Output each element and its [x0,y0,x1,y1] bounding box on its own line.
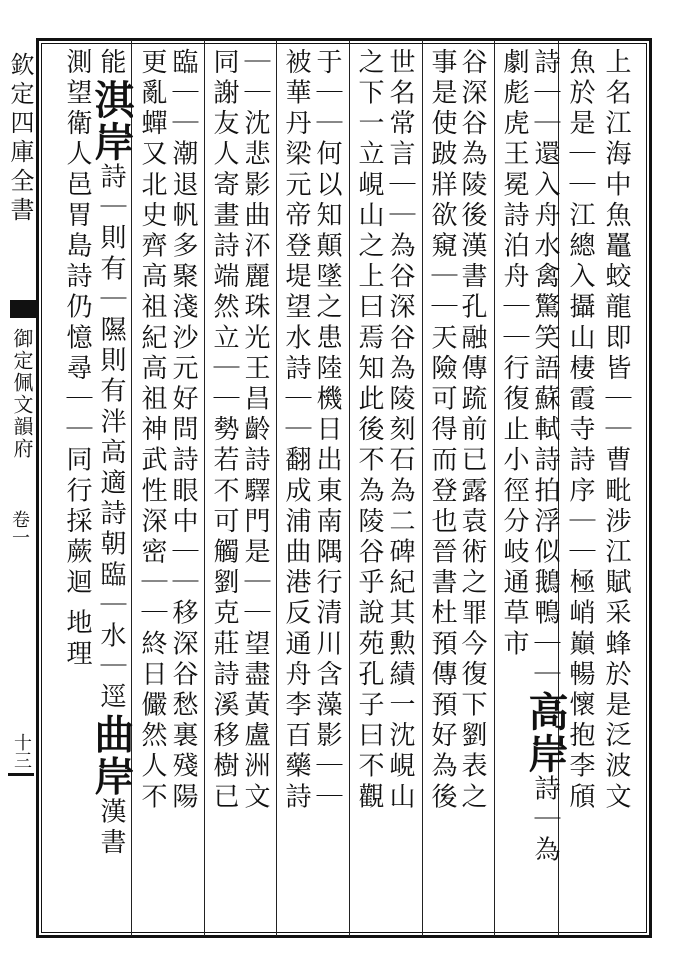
text-column: 谷深谷為陵後漢書孔融傳䟽前已露袁術之罪今復下劉表之 [457,48,487,813]
column-rule [204,40,205,936]
page-margin [0,0,36,974]
text-column: 劇彪虎王冕詩泊舟｜｜行復止小徑分岐通草市 [499,48,529,660]
fishtail-marker [10,300,36,318]
column-rule [349,40,350,936]
text-column: 被華丹梁元帝登堤望水詩｜｜翻成浦曲港反通舟李百藥詩 [281,48,311,813]
column-rule [422,40,423,936]
column-rule [494,40,495,936]
margin-rule [8,773,34,776]
column-rule [131,40,132,936]
text-column: ｜｜沈悲影曲㳅麗珠光王昌齡詩驛門是｜｜望盡黃盧洲文 [240,48,270,813]
text-column: 之下一立峴山之上曰焉知此後不為陵谷乎說苑孔子曰不觀 [354,48,384,813]
column-segment: 詩｜｜還入舟水禽驚笑語蘇軾詩拍浮似鵝鴨｜｜ [530,48,560,691]
page-number: 十三 [11,733,32,769]
text-column: 上名江海中魚鼉蛟龍即皆｜｜曹毗涉江賦采蜂於是泛波文 [601,48,631,813]
text-column: 更亂蟬又北史齊高祖紀高祖神武性深密｜｜終日儼然人不 [137,48,167,813]
column-segment: 詩｜為 [530,774,560,867]
heading-term: 淇岸 [88,78,135,163]
text-column: 于｜｜何以知顛墜之患陸機日出東南隅行清川含藻影｜｜ [312,48,342,813]
column-rule [276,40,277,936]
text-column: 世名常言｜｜為谷深谷為陵刻石為二碑紀其勲績一沈峴山 [385,48,415,813]
column-segment: 地理 [62,608,92,671]
text-column: 事是使跛牂欲窺｜｜天險可得而登也晉書杜預傳預好為後 [427,48,457,813]
column-segment: 測望衛人邑胃島詩仍憶尋｜｜同行採蕨迴 [62,48,92,599]
volume-label: 卷一 [9,510,30,546]
heading-term: 高岸 [522,690,569,775]
column-segment: 能 [96,48,126,79]
text-column: 臨｜｜潮退帆多聚淺沙元好問詩眼中｜｜移深谷愁裏殘陽 [168,48,198,813]
book-subtitle: 御定佩文韻府 [10,328,34,460]
text-column [88,48,135,933]
text-column [62,48,92,933]
text-column: 同謝友人寄畫詩端然立｜｜勢若不可觸劉克莊詩溪移樹已 [209,48,239,813]
column-segment: 漢書 [96,797,126,859]
text-column [522,48,569,933]
heading-term: 曲岸 [88,713,135,798]
text-column: 魚於是｜｜江總入攝山棲霞寺詩序｜｜極峭巔暢懷抱李頎 [565,48,595,813]
book-title: 欽定四庫全書 [6,52,34,226]
column-segment: 詩｜則有｜隰則有泮高適詩朝臨｜水｜逕 [96,162,126,714]
